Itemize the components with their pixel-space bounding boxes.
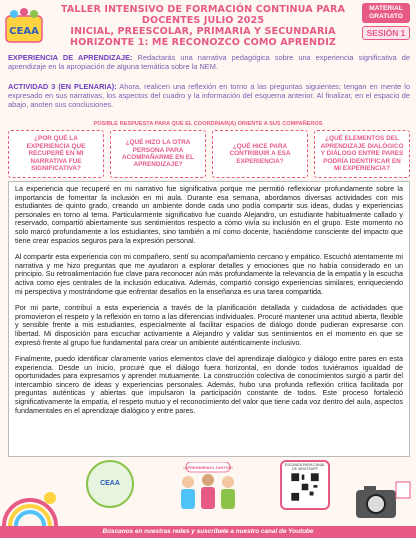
ceaa-badge-label: CEAA — [100, 480, 120, 487]
badge-free-line-1: MATERIAL — [369, 5, 403, 12]
question-2: ¿QUÉ HIZO LA OTRA PERSONA PARA ACOMPAÑARME EN EL APRENDIZAJE? — [110, 130, 206, 178]
rainbow-decoration-icon — [0, 488, 60, 528]
answer-paragraph-1: La experiencia que recuperé en mi narrativo fue significativa porque me permitió reflexionar profundamente sobre la importancia de fomentar la inclusión en mi aula. Durante esa semana, abordamos diversas actividades con mis estudiantes de quinto grado, creando un ambiente donde cada uno podía compartir sus ideas, dudas y experiencias personales en torno al tema. Particularmente significativo fue cuando Alejandro, un estudiante habitualmente callado y reservado, compartió abiertamente sus sentimientos respecto a cómo vivía su inclusión en el grupo. Este momento no solo marcó profundamente a los estudiantes, sino también a mí como docente, haciéndome consciente del impacto que tiene crear espacios seguros para la expresión personal. — [15, 184, 403, 245]
experience-text: Redactarás una narrativa pedagógica sobre una experiencia significativa de aprendizaje en la apropiación de alguna temática sobre la NEM. — [8, 53, 410, 71]
answer-paragraph-4: Finalmente, puedo identificar claramente varios elementos clave del aprendizaje dialógico y diálogo entre pares en esta experiencia. Desde un inicio, procuré que el diálogo fuera horizontal, en donde todos tuviéramos igualdad de oportunidades para expresarnos y aprender mutuamente. La construcción colectiva de conocimientos surgió a partir del intercambio sincero de ideas y experiencias personales. Además, hubo una profunda reflexión crítica facilitada por preguntas auténticas y abiertas que impulsaron la participación constante de todos. Este proceso fortaleció significativamente la empatía, el respeto mutuo y el reconocimiento del valor que tiene cada voz dentro del aula, aspectos fundamentales en el aprendizaje dialógico y entre pares. — [15, 354, 403, 415]
activity-text: Ahora, realicen una reflexión en torno a las preguntas siguientes; tengan en mente lo expresado en sus narrativas, los aspectos del cuadro y la información del esquema anterior. Al finalizar, en el espacio de abajo, anoten sus conclusiones. — [8, 82, 410, 109]
qr-code-icon — [290, 472, 320, 502]
page-title — [48, 4, 358, 48]
qr-code-panel[interactable] — [280, 460, 330, 510]
title-line-2: INICIAL, PREESCOLAR, PRIMARIA Y SECUNDARIA — [70, 26, 336, 37]
answer-paragraph-3: Por mi parte, contribuí a esta experiencia a través de la planificación detallada y cuidadosa de actividades que promovieron el respeto y la reflexión en torno a las diferencias individuales. Procuré mantener una actitud abierta, flexible y sensible frente a mis estudiantes, especialmente al facilitar espacios de diálogo donde pudieran expresarse con libertad. Mi disposición para escuchar activamente a Alejandro y validar sus sentimientos en el momento en que se expresó frente al grupo fue fundamental para crear un ambiente auténticamente inclusivo. — [15, 303, 403, 347]
questions-table — [8, 130, 410, 178]
activity-label: ACTIVIDAD 3 (EN PLENARIA): — [8, 82, 117, 91]
footer-banner: Búscanos en nuestras redes y suscríbete a nuestro canal de Youtube — [0, 526, 416, 538]
header — [0, 0, 416, 52]
students-illustration-icon — [168, 462, 248, 510]
question-1: ¿POR QUÉ LA EXPERIENCIA QUE RECUPERÉ EN MI NARRATIVA FUE SIGNIFICATIVA? — [8, 130, 104, 178]
ceaa-badge — [86, 460, 134, 508]
experience-label: EXPERIENCIA DE APRENDIZAJE: — [8, 53, 133, 62]
camera-icon — [352, 480, 412, 524]
qr-label: ESCANEA PARA CANAL DE WHATSAPP — [284, 463, 326, 471]
question-4: ¿QUÉ ELEMENTOS DEL APRENDIZAJE DIALÓGICO Y DIÁLOGO ENTRE PARES PODRÍA IDENTIFICAR EN MI EXPERIENCIA? — [314, 130, 410, 178]
answer-subtitle: POSIBLE RESPUESTA PARA QUE EL COORDINAR(A) ORIENTE A SUS COMPAÑEROS — [93, 121, 323, 127]
logo-text: CEAA — [9, 26, 39, 37]
answer-box — [8, 181, 410, 457]
badge-free-line-2: GRATUITO — [369, 13, 403, 20]
logo — [4, 8, 44, 46]
activity-instructions — [8, 83, 410, 109]
title-line-1: TALLER INTENSIVO DE FORMACIÓN CONTINUA PARA DOCENTES JULIO 2025 — [60, 4, 346, 26]
title-line-3: HORIZONTE 1: ME RECONOZCO COMO APRENDIZ — [70, 37, 336, 48]
learning-experience — [8, 54, 410, 72]
question-3: ¿QUÉ HICE PARA CONTRIBUIR A ESA EXPERIENCIA? — [212, 130, 308, 178]
answer-paragraph-2: Al compartir esta experiencia con mi compañero, sentí su acompañamiento cercano y empático. Escuchó atentamente mi narrativa y me hizo preguntas que me ayudaron a explorar detalles y emociones que no había considerado en un principio. Su retroalimentación fue clave para reconocer aún más profundamente la relevancia de la empatía y la escucha activa como ejes centrales de la inclusión educativa. Además, compartió consigo experiencias similares, enriqueciendo mi perspectiva y mostrándome que enfrentar desafíos en la enseñanza es una tarea compartida. — [15, 252, 403, 296]
bubble-label: ¡APRENDIENDO JUNTOS! — [183, 465, 233, 470]
free-material-badge — [362, 3, 410, 23]
session-badge: SESIÓN 1 — [362, 26, 410, 40]
